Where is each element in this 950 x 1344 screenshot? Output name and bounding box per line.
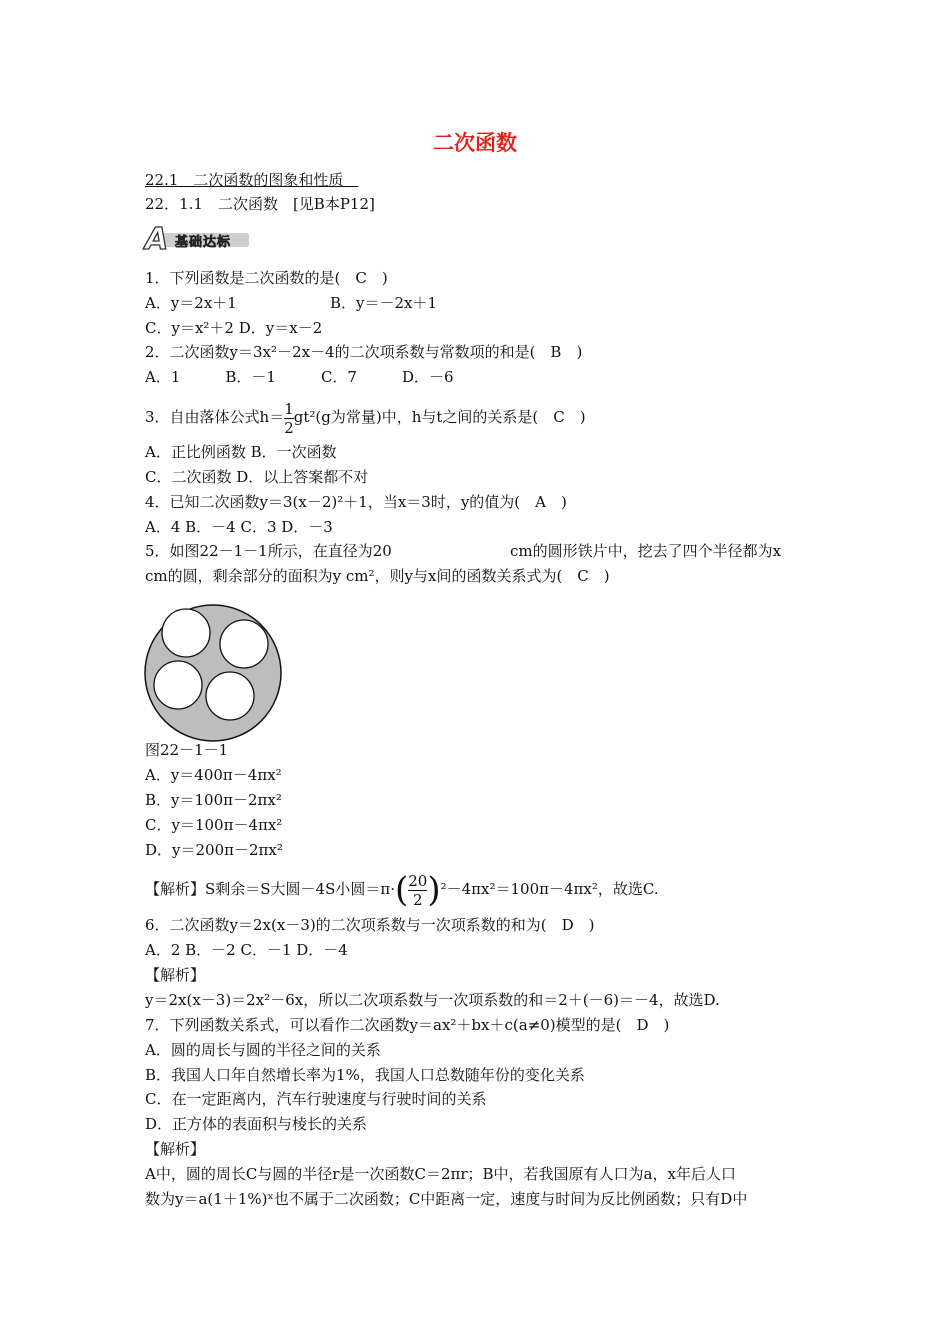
badge-letter: A	[145, 222, 169, 257]
q5-solution-suffix: ²－4πx²＝100π－4πx²，故选C.	[440, 880, 659, 898]
q3-fraction	[284, 400, 294, 437]
badge-text: 基础达标	[175, 235, 232, 250]
q3-suffix: gt²(g为常量)中，h与t之间的关系是( C )	[293, 408, 586, 426]
q3-options-ab: A．正比例函数 B．一次函数	[145, 443, 337, 461]
q3-prefix: 3．自由落体公式h＝	[145, 408, 285, 426]
question-2: 2．二次函数y＝3x²－2x－4的二次项系数与常数项的和是( B )	[145, 343, 583, 361]
q6-solution-heading: 【解析】	[145, 966, 206, 984]
q5-option-d: D．y＝200π－2πx²	[145, 841, 283, 859]
q5-option-c: C．y＝100π－4πx²	[145, 816, 283, 834]
q3-options-cd: C．二次函数 D．以上答案都不对	[145, 468, 369, 486]
q5-solution: 【解析】S剩余＝S大圆－4S小圆＝π·( $\frac{20}{2}$ )²－4πx²＝100π－4πx²，故选C.	[145, 870, 659, 910]
q7-option-b: B．我国人口年自然增长率为1%，我国人口总数随年份的变化关系	[145, 1066, 585, 1084]
q2-options: A．1 B．－1 C．7 D．－6	[145, 368, 454, 386]
q7-option-d: D．正方体的表面积与棱长的关系	[145, 1115, 368, 1133]
figure-circle-diagram	[143, 603, 283, 743]
subsection-heading: 22．1.1 二次函数 [见B本P12]	[145, 195, 375, 213]
page-title: 二次函数	[433, 131, 517, 155]
q1-option-b: B．y＝－2x＋1	[330, 294, 438, 312]
q7-solution-heading: 【解析】	[145, 1140, 206, 1158]
q3-fraction-den: 2	[284, 418, 294, 437]
question-4: 4．已知二次函数y＝3(x－2)²＋1，当x＝3时，y的值为( A )	[145, 493, 567, 511]
q6-solution: y＝2x(x－3)＝2x²－6x，所以二次项系数与一次项系数的和＝2＋(－6)＝－4，故选D.	[145, 991, 720, 1009]
figure-caption: 图22－1－1	[145, 741, 229, 759]
q7-solution-line-1: A中，圆的周长C与圆的半径r是一次函数C＝2πr；B中，若我国原有人口为a，x年后人口	[145, 1165, 736, 1183]
small-circle-2	[220, 620, 268, 668]
q5-solution-fraction	[408, 872, 427, 909]
q7-solution-line-2: 数为y＝a(1＋1%)ˣ也不属于二次函数；C中距离一定，速度与时间为反比例函数；只有D中	[145, 1190, 748, 1208]
question-5-line-1a: 5．如图22－1－1所示，在直径为20	[145, 542, 392, 560]
q5-option-a: A．y＝400π－4πx²	[145, 766, 282, 784]
q4-options: A．4 B．－4 C．3 D．－3	[145, 518, 333, 536]
question-5-line-1b: cm的圆形铁片中，挖去了四个半径都为x	[510, 542, 782, 560]
question-7: 7．下列函数关系式，可以看作二次函数y＝ax²＋bx＋c(a≠0)模型的是( D )	[145, 1016, 670, 1034]
q5-option-b: B．y＝100π－2πx²	[145, 791, 282, 809]
q7-option-a: A．圆的周长与圆的半径之间的关系	[145, 1041, 381, 1059]
question-6: 6．二次函数y＝2x(x－3)的二次项系数与一次项系数的和为( D )	[145, 916, 595, 934]
small-circle-3	[154, 661, 202, 709]
question-3	[145, 398, 586, 437]
q7-option-c: C．在一定距离内，汽车行驶速度与行驶时间的关系	[145, 1090, 487, 1108]
question-1: 1．下列函数是二次函数的是( C )	[145, 269, 388, 287]
small-circle-4	[206, 672, 254, 720]
q5-solution-fraction-num: 20	[408, 871, 428, 890]
q1-options-cd: C．y＝x²＋2 D．y＝x－2	[145, 319, 323, 337]
q5-solution-prefix: 【解析】S剩余＝S大圆－4S小圆＝π·	[145, 880, 395, 898]
q1-option-a: A．y＝2x＋1	[145, 294, 237, 312]
q3-fraction-num: 1	[284, 399, 294, 418]
section-heading: 22.1 二次函数的图象和性质	[145, 171, 359, 189]
basic-level-badge	[145, 222, 251, 257]
q6-options: A．2 B．－2 C．－1 D．－4	[145, 941, 348, 959]
q5-solution-fraction-den: 2	[408, 890, 427, 909]
question-5-line-2: cm的圆，剩余部分的面积为y cm²，则y与x间的函数关系式为( C )	[145, 567, 610, 585]
small-circle-1	[162, 609, 210, 657]
